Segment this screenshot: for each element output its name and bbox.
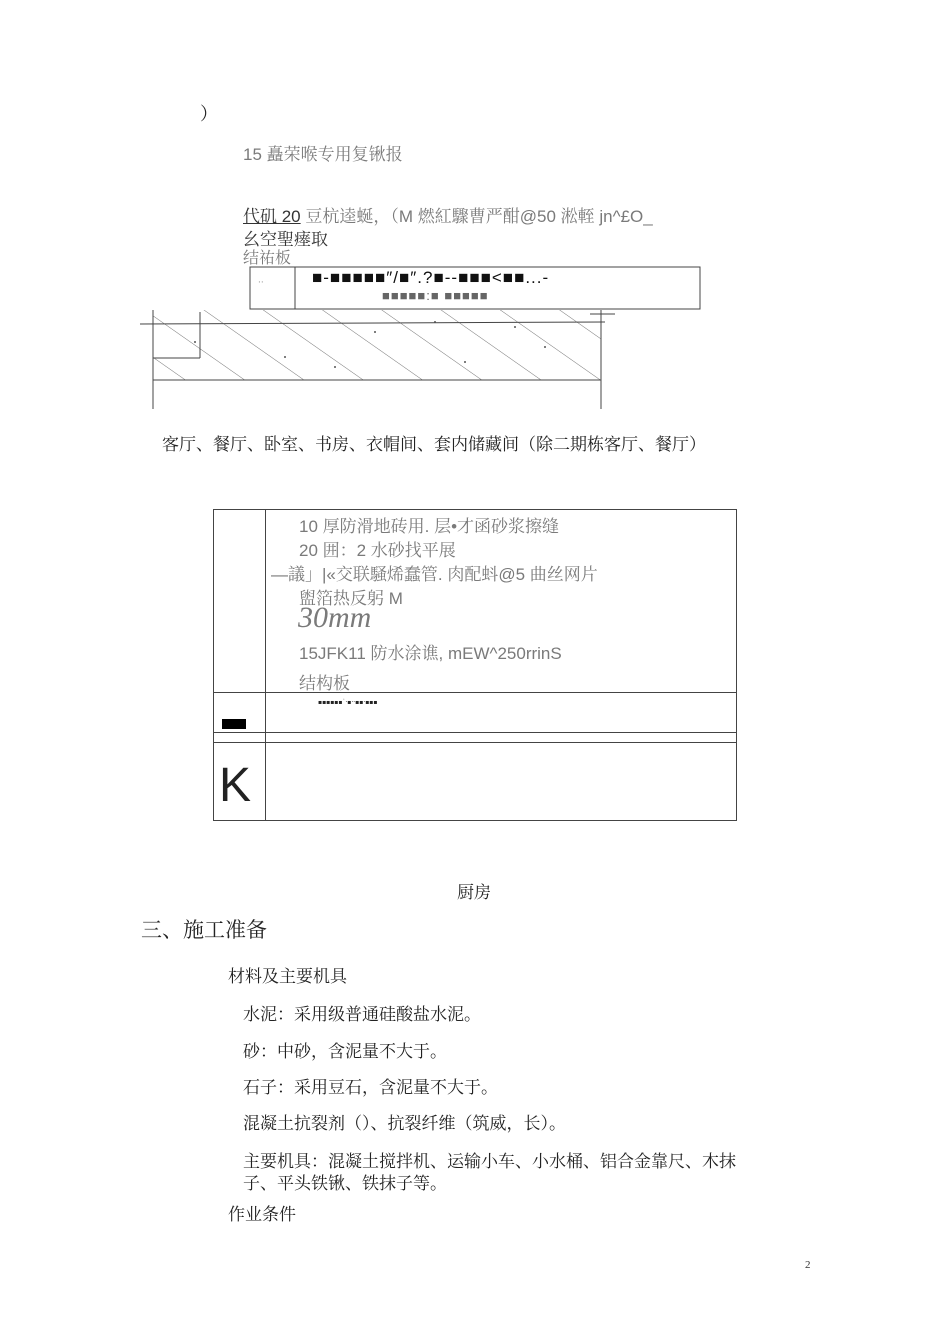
caption-kitchen: 厨房 (457, 883, 491, 903)
material-item-2: 砂：中砂，含泥量不大于。 (243, 1042, 447, 1062)
kitchen-layer-6: 15JFK11 防水涂谯, mEW^250rrinS (299, 644, 562, 663)
material-item-1: 水泥：采用级普通硅酸盐水泥。 (243, 1005, 481, 1025)
subheading-conditions: 作业条件 (228, 1205, 296, 1225)
subheading-materials: 材料及主要机具 (228, 967, 347, 987)
caption-living-areas: 客厅、餐厅、卧室、书房、衣帽间、套内储藏间（除二期栋客厅、餐厅） (162, 435, 706, 455)
garbled-row-1: ■-■■■■■″/■″.?■--■■■<■■...- (312, 268, 550, 287)
layer-label-2-underlined: 代矶 20 (243, 207, 301, 226)
layer-label-4: 结祐板 (243, 250, 292, 267)
kitchen-layer-3: —議」|«交联騒烯蠢管. 肉配蚪@5 曲丝网片 (271, 565, 598, 584)
section-heading: 三、施工准备 (141, 918, 267, 942)
kitchen-layer-7: 结构板 (299, 674, 350, 693)
machines-line-2: 子、平头铁锹、铁抹子等。 (243, 1174, 447, 1194)
page-number: 2 (805, 1259, 811, 1271)
kitchen-layer-2: 20 囲：2 水砂找平展 (299, 541, 456, 560)
tiny-marks-row: ▪▪▪▪▪▪˙·▪··▪▪·▪▪▪ (318, 699, 378, 706)
stray-parenthesis: ） (200, 104, 218, 125)
material-item-3: 石子：采用豆石，含泥量不大于。 (243, 1078, 498, 1098)
k-letter: K (219, 759, 252, 812)
material-item-4: 混凝土抗裂剂（）、抗裂纤维（筑威，长）。 (243, 1114, 566, 1134)
kitchen-section-table (213, 509, 737, 821)
kitchen-layer-1: 10 厚防滑地砖用. 层•才函砂浆擦缝 (299, 517, 560, 536)
kitchen-layer-4: 盥箔热反躬 M (299, 589, 403, 608)
drawing-small-mark: ·· (258, 278, 264, 288)
layer-label-3: 幺空聖瘗取 (243, 230, 328, 249)
layer-label-1: 15 矗荣喉专用复锹报 (243, 145, 403, 164)
tiny-black-mark (222, 719, 246, 729)
hatched-slab (153, 310, 601, 380)
layer-label-2 (243, 202, 653, 227)
layer-label-2-rest: 豆杭逵蜒，（M 燃紅驟曹严酣@50 淞輊 jn^£O_ (300, 207, 653, 226)
garbled-row-2: ■■■■■:■ ■■■■■ (382, 288, 489, 303)
machines-line-1: 主要机具：混凝土搅拌机、运输小车、小水桶、铝合金靠尺、木抹 (243, 1152, 736, 1172)
kitchen-layer-5: 30mm (298, 601, 372, 634)
